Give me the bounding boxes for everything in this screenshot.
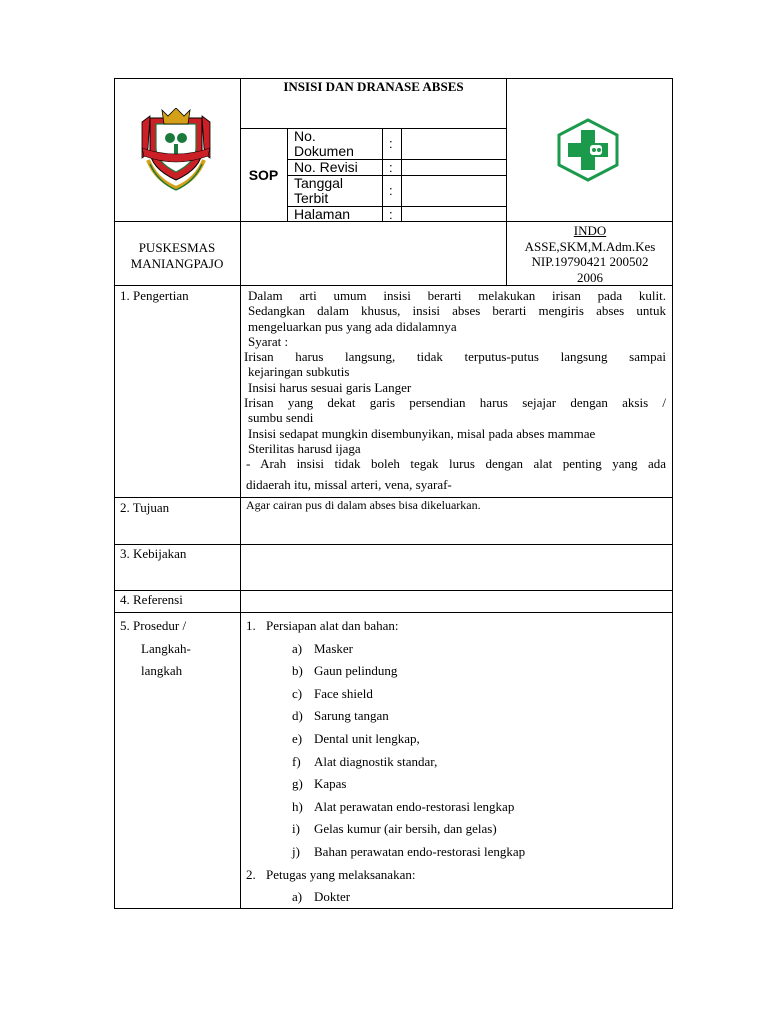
list-item xyxy=(246,773,666,796)
paragraph-line: didaerah itu, missal arteri, vena, syaraf- xyxy=(246,476,452,492)
procedure-section xyxy=(246,864,666,909)
field-revision-colon: : xyxy=(389,160,393,175)
field-revision-label: No. Revisi xyxy=(294,159,358,175)
row-line-prosedur xyxy=(114,612,673,613)
signatory-nip-line: 2006 xyxy=(577,269,603,285)
regional-emblem-icon xyxy=(136,108,216,196)
body-column-divider xyxy=(240,285,241,909)
table-border-left xyxy=(114,78,115,909)
header-bottom-line xyxy=(114,221,673,222)
paragraph-line: Insisi sedapat mungkin disembunyikan, misal pada abses mammae xyxy=(248,425,596,441)
item-text: Face shield xyxy=(314,685,373,701)
row-line-kebijakan xyxy=(114,544,673,545)
field-label-line: Terbit xyxy=(294,190,329,206)
row-label-line: langkah xyxy=(141,663,183,678)
signatory-block xyxy=(507,223,673,285)
item-letter: g) xyxy=(292,776,303,792)
paragraph-line: Dalam arti umum insisi berarti melakukan irisan pada kulit. xyxy=(248,288,666,303)
item-text: Masker xyxy=(314,640,353,656)
list-item xyxy=(246,818,666,841)
list-item xyxy=(246,683,666,706)
item-text: Kapas xyxy=(314,776,347,792)
list-item xyxy=(246,841,666,864)
field-document-number-colon: : xyxy=(389,136,393,151)
field-label-line: Dokumen xyxy=(294,143,354,159)
paragraph-line: Irisan yang dekat garis persendian harus sejajar dengan aksis / xyxy=(244,395,666,411)
paragraph-line: sumbu sendi xyxy=(248,410,314,426)
pengertian-content xyxy=(244,288,666,492)
item-letter: f) xyxy=(292,753,301,769)
section-number: 1. xyxy=(246,618,256,633)
row-label-line: Langkah- xyxy=(141,640,191,656)
item-letter: i) xyxy=(292,821,300,837)
paragraph-line: Irisan harus langsung, tidak terputus-putus langsung sampai xyxy=(244,349,666,365)
list-item xyxy=(246,660,666,683)
paragraph-line: - Arah insisi tidak boleh tegak lurus dengan alat penting yang ada xyxy=(246,456,666,472)
list-item xyxy=(246,638,666,661)
row-line-referensi xyxy=(114,590,673,591)
item-text: Alat perawatan endo-restorasi lengkap xyxy=(314,798,515,814)
field-page-label: Halaman xyxy=(294,206,351,222)
item-letter: h) xyxy=(292,798,303,814)
item-text: Gaun pelindung xyxy=(314,663,398,679)
field-label-line: No. xyxy=(294,128,316,144)
section-title: Persiapan alat dan bahan: xyxy=(266,618,399,633)
row-label-pengertian: 1. Pengertian xyxy=(120,288,189,303)
procedure-section-heading xyxy=(246,615,666,638)
list-item xyxy=(246,796,666,819)
paragraph-line: Sterilitas harusd ijaga xyxy=(248,440,361,456)
item-letter: e) xyxy=(292,730,303,746)
signatory-name-line: INDO xyxy=(573,223,607,238)
organization-name xyxy=(114,240,240,272)
row-label-kebijakan: 3. Kebijakan xyxy=(120,546,187,561)
field-document-number-label xyxy=(294,129,354,159)
row-label-line: 5. Prosedur / xyxy=(120,618,187,633)
item-letter: b) xyxy=(292,663,303,679)
sop-label: SOP xyxy=(248,167,279,183)
prosedur-content xyxy=(246,615,666,909)
item-text: Dental unit lengkap, xyxy=(314,730,420,746)
signatory-title-line: ASSE,SKM,M.Adm.Kes xyxy=(524,238,656,254)
title-divider xyxy=(240,128,507,129)
list-item xyxy=(246,751,666,774)
row-line-pengertian xyxy=(114,285,673,286)
signatory-nip-line: NIP.19790421 200502 xyxy=(531,254,649,269)
item-text: Bahan perawatan endo-restorasi lengkap xyxy=(314,843,526,859)
paragraph-line: Insisi harus sesuai garis Langer xyxy=(248,379,412,395)
item-text: Dokter xyxy=(314,889,351,905)
document-title: INSISI DAN DRANASE ABSES xyxy=(283,79,464,94)
organization-line: MANIANGPAJO xyxy=(130,256,224,271)
paragraph-line: kejaringan subkutis xyxy=(248,364,350,380)
field-page-colon: : xyxy=(389,207,393,222)
paragraph-line: mengeluarkan pus yang ada didalamnya xyxy=(248,318,457,334)
field-issue-date-label xyxy=(294,176,343,206)
item-letter: c) xyxy=(292,685,303,701)
item-text: Sarung tangan xyxy=(314,708,389,724)
item-letter: d) xyxy=(292,708,303,724)
item-letter: a) xyxy=(292,889,303,905)
item-text: Gelas kumur (air bersih, dan gelas) xyxy=(314,821,497,837)
section-title: Petugas yang melaksanakan: xyxy=(266,866,416,882)
item-text: Alat diagnostik standar, xyxy=(314,753,438,769)
table-border-right xyxy=(672,78,673,909)
list-item xyxy=(246,705,666,728)
organization-line: PUSKESMAS xyxy=(138,240,216,255)
row-label-referensi: 4. Referensi xyxy=(120,592,183,607)
procedure-section-heading xyxy=(246,864,666,887)
puskesmas-cross-logo-icon xyxy=(555,118,621,182)
field-label-line: Tanggal xyxy=(294,175,344,191)
row-label-prosedur xyxy=(120,615,191,683)
field-issue-date-colon: : xyxy=(389,183,393,198)
row-label-tujuan: 2. Tujuan xyxy=(120,500,170,515)
tujuan-text: Agar cairan pus di dalam abses bisa dikeluarkan. xyxy=(246,498,481,512)
item-letter: j) xyxy=(292,843,300,859)
paragraph-line: Sedangkan dalam khusus, insisi abses berarti mengiris abses untuk xyxy=(248,303,666,319)
section-number: 2. xyxy=(246,866,256,882)
procedure-section xyxy=(246,615,666,864)
item-letter: a) xyxy=(292,640,303,656)
list-item xyxy=(246,728,666,751)
paragraph-line: Syarat : xyxy=(248,333,289,349)
list-item xyxy=(246,886,666,909)
